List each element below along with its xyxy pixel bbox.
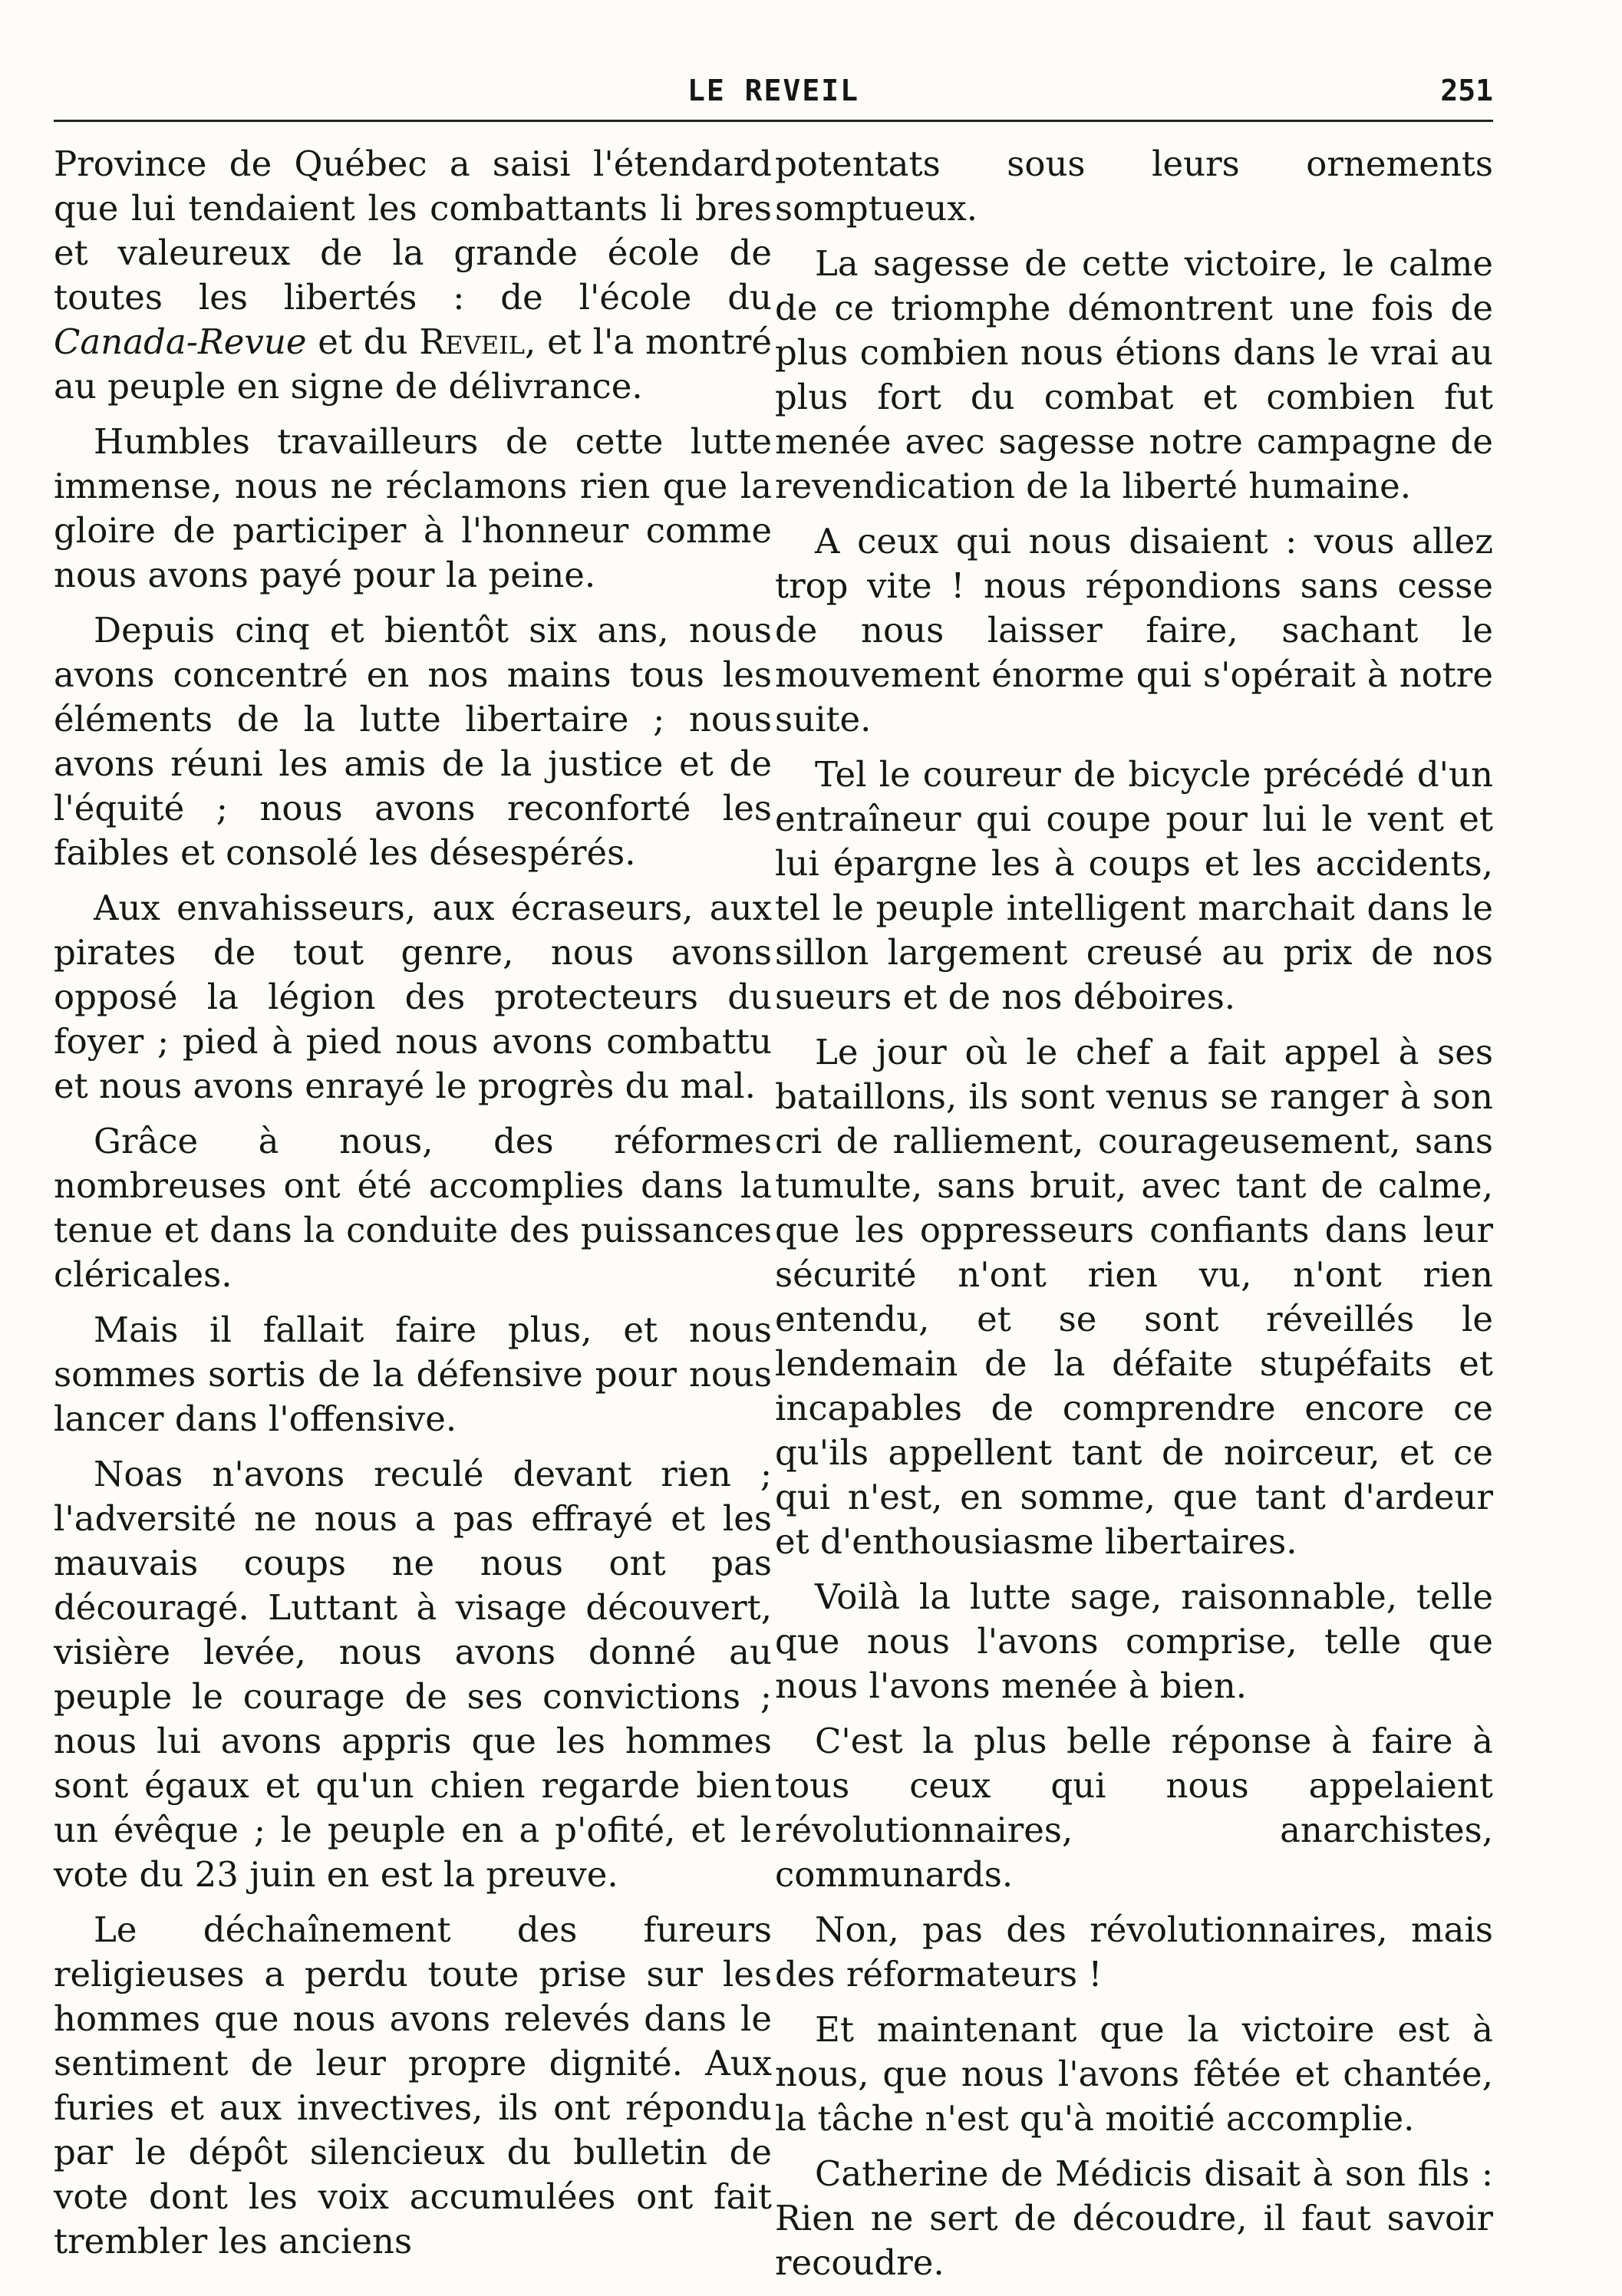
paragraph: Le déchaînement des fureurs religieuses a perdu toute prise sur les hommes que nous avons relevés dans le sentiment de leur propre dignité. Aux furies et aux invectives, ils ont répondu par le dépôt silencieux du bulletin de vote dont les voix accumulées ont fait trembler les anciens	[54, 1909, 772, 2261]
paragraph: A ceux qui nous disaient : vous allez trop vite ! nous répondions sans cesse de nous laisser faire, sachant le mouvement énorme qui s'opérait à notre suite.	[775, 521, 1493, 740]
paragraph: Le jour où le chef a fait appel à ses bataillons, ils sont venus se ranger à son cri de ralliement, courageusement, sans tumulte, sans bruit, avec tant de calme, que les oppresseurs confiants dans leur sécurité n'ont rien vu, n'ont rien entendu, et se sont réveillés le lendemain de la défaite stupéfaits et incapables de comprendre encore ce qu'ils appellent tant de noirceur, et ce qui n'est, en somme, que tant d'ardeur et d'enthousiasme libertaires.	[775, 1032, 1493, 1562]
paragraph: Et maintenant que la victoire est à nous, que nous l'avons fêtée et chantée, la tâche n'est qu'à moitié accomplie.	[775, 2009, 1493, 2139]
page-header	[54, 74, 1493, 122]
publication-title: Canada-Revue	[54, 321, 307, 362]
left-column	[54, 142, 772, 2275]
paragraph: Mais il fallait faire plus, et nous sommes sortis de la défensive pour nous lancer dans l'offensive.	[54, 1309, 772, 1439]
paragraph: Catherine de Médicis disait à son fils : Rien ne sert de découdre, il faut savoir recoudre.	[775, 2153, 1493, 2283]
paragraph: Non, pas des révolutionnaires, mais des réformateurs !	[775, 1909, 1493, 1995]
paragraph: Humbles travailleurs de cette lutte immense, nous ne réclamons rien que la gloire de participer à l'honneur comme nous avons payé pour la peine.	[54, 421, 772, 595]
text-run: le de toutes les libertés : de l'école du	[54, 232, 772, 318]
publication-name: Reveil	[419, 321, 525, 362]
text-run: Province de Québec a saisi l'étendard que lui tendaient les combattants li bres et valeureux de la grande éco	[54, 143, 772, 273]
running-title: LE REVEIL	[687, 74, 859, 107]
text-run: et du	[306, 321, 420, 362]
text-run: , et l'a montré au peuple en signe de délivrance.	[54, 321, 772, 407]
paragraph: Aux envahisseurs, aux écraseurs, aux pirates de tout genre, nous avons opposé la légion des protecteurs du foyer ; pied à pied nous avons combattu et nous avons enrayé le progrès du mal.	[54, 888, 772, 1106]
paragraph: Noas n'avons reculé devant rien ; l'adversité ne nous a pas effrayé et les mauvais coups ne nous ont pas découragé. Luttant à visage découvert, visière levée, nous avons donné au peuple le courage de ses convictions ; nous lui avons appris que les hommes sont égaux et qu'un chien regarde bien un évêque ; le peuple en a p'ofité, et le vote du 23 juin en est la preuve.	[54, 1454, 772, 1895]
paragraph: Tel le coureur de bicycle précédé d'un entraîneur qui coupe pour lui le vent et lui épargne les à coups et les accidents, tel le peuple intelligent marchait dans le sillon largement creusé au prix de nos sueurs et de nos déboires.	[775, 754, 1493, 1017]
paragraph: C'est la plus belle réponse à faire à tous ceux qui nous appelaient révolutionnaires, anarchistes, communards.	[775, 1721, 1493, 1895]
paragraph: Depuis cinq et bientôt six ans, nous avons concentré en nos mains tous les éléments de la lutte libertaire ; nous avons réuni les amis de la justice et de l'équité ; nous avons reconforté les faibles et consolé les désespérés.	[54, 610, 772, 873]
paragraph: La sagesse de cette victoire, le calme de ce triomphe démontrent une fois de plus combien nous étions dans le vrai au plus fort du combat et combien fut menée avec sagesse notre campagne de revendication de la liberté humaine.	[775, 243, 1493, 506]
paragraph: Grâce à nous, des réformes nombreuses ont été accomplies dans la tenue et dans la conduite des puissances cléricales.	[54, 1121, 772, 1295]
paragraph: Voilà la lutte sage, raisonnable, telle que nous l'avons comprise, telle que nous l'avons menée à bien.	[775, 1576, 1493, 1706]
paragraph: potentats sous leurs ornements somptueux.	[775, 143, 1493, 229]
paragraph	[54, 142, 772, 409]
page-number: 251	[1440, 74, 1493, 107]
right-column	[775, 142, 1493, 2296]
